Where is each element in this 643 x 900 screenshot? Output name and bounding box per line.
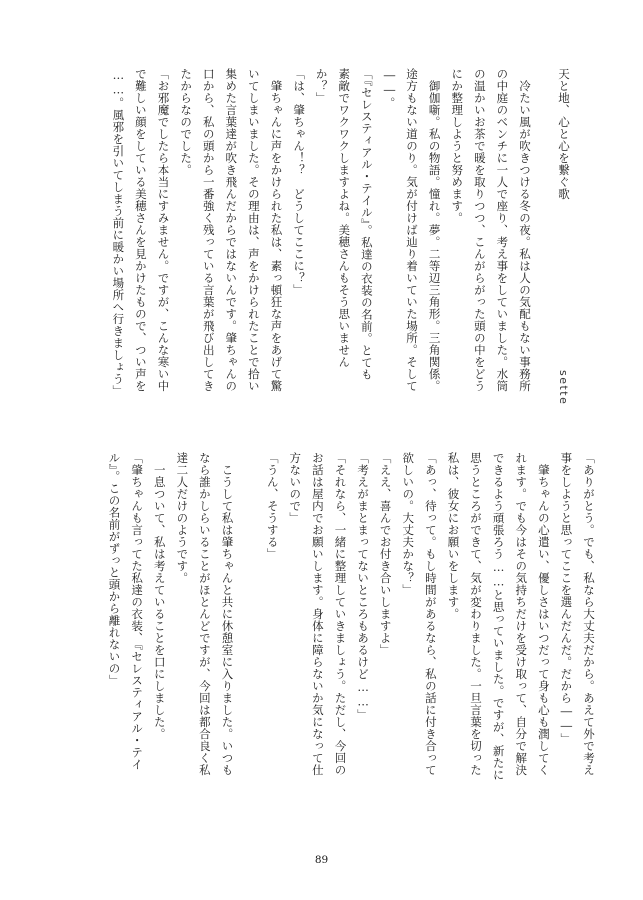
story-title: 天と地、心と心を繋ぐ歌: [557, 68, 571, 200]
text-line: か？」: [314, 68, 329, 104]
text-line: なら誰かしらいることがほとんどですが、今回は都合良く私: [197, 452, 212, 776]
text-line: 私は、彼女にお願いをします。: [446, 452, 461, 620]
text-line: 御伽噺。私の物語。憧れ。夢。二等辺三角形。三角関係。: [427, 68, 442, 392]
text-line: 「ありがとう。でも、私なら大丈夫だから。あえて外で考え: [582, 452, 596, 776]
text-line: 「肇ちゃんも言ってた私達の衣装、『セレスティアル・テイ: [130, 452, 145, 771]
text-line: ――。: [382, 68, 397, 109]
text-line: 「考えがまとまってないところもあるけど……」: [356, 452, 371, 721]
text-line: の中庭のベンチに一人で座り、考え事をしていました。水筒: [495, 68, 510, 392]
text-line: こうして私は肇ちゃんと共に休憩室に入りました。いつも: [220, 452, 235, 776]
text-line: 欲しいの。大丈夫かな？」: [401, 452, 416, 596]
text-line: れます。でも今はその気持ちだけを受け取って、自分で解決: [514, 452, 529, 776]
author-name: sette: [557, 370, 570, 406]
text-line: 集めた言葉達が吹き飛んだからではないんです。肇ちゃんの: [224, 68, 239, 392]
text-line: ……。風邪を引いてしまう前に暖かい場所へ行きましょう」: [111, 68, 126, 397]
text-line: 肇ちゃんの心遣い、優しさはいつだって身も心も潤してく: [536, 452, 551, 776]
text-line: 方ないので」: [288, 452, 303, 524]
upper-text-block: [102, 68, 536, 418]
text-line: 達二人だけのようです。: [175, 452, 190, 584]
text-line: 一息ついて、私は考えていることを口にしました。: [152, 452, 167, 740]
text-line: お話は屋内でお願いします。身体に障らないか気になって仕: [310, 452, 325, 776]
text-line: 「は、肇ちゃん！？ どうしてここに？」: [292, 68, 307, 296]
text-line: 「お邪魔でしたら本当にすみません。ですが、こんな寒い中: [156, 68, 171, 392]
text-line: 「ええ、喜んでお付き合いしますよ」: [378, 452, 393, 656]
text-line: [239, 452, 262, 802]
text-line: たからなのでした。: [179, 68, 194, 176]
lower-text-block: [102, 452, 600, 802]
text-line: 「あっ、待って。もし時間があるなら、私の話に付き合って: [423, 452, 438, 776]
text-line: の温かいお茶で暖を取りつつ、こんがらがった頭の中をどう: [472, 68, 487, 392]
text-line: 口から、私の頭から一番強く残っている言葉が飛び出してき: [201, 68, 216, 392]
text-line: 冷たい風が吹きつける冬の夜。私は人の気配もない事務所: [518, 68, 532, 392]
text-line: 思うところができて、気が変わりました。一旦言葉を切った: [469, 452, 484, 776]
text-line: 「『セレスティアル・テイル』。私達の衣装の名前。とても: [359, 68, 374, 381]
text-line: にか整理しようと努めます。: [450, 68, 465, 224]
text-line: で難しい顔をしている美穂さんを見かけたもので、つい声を: [133, 68, 148, 392]
text-line: できるよう頑張ろう……と思っていました。ですが、新たに: [491, 452, 506, 781]
text-line: 途方もない道のり。気が付けば辿り着いていた場所。そして: [405, 68, 420, 392]
text-line: いてしまいました。その理由は、声をかけられたことで拾い: [246, 68, 261, 392]
text-line: ル』。この名前がずっと頭から離れないの」: [107, 452, 122, 687]
text-line: 「うん、そうする」: [265, 452, 280, 560]
text-line: 肇ちゃんに声をかけられた私は、素っ頓狂な声をあげて驚: [269, 68, 284, 392]
text-line: 素敵でワクワクしますよね。美穂さんもそう思いません: [337, 68, 352, 368]
text-line: 「それなら、一緒に整理していきましょう。ただし、今回の: [333, 452, 348, 776]
page-number: 89: [314, 854, 329, 866]
text-line: 事をしようと思ってここを選んだんだ。だから――」: [559, 452, 574, 745]
